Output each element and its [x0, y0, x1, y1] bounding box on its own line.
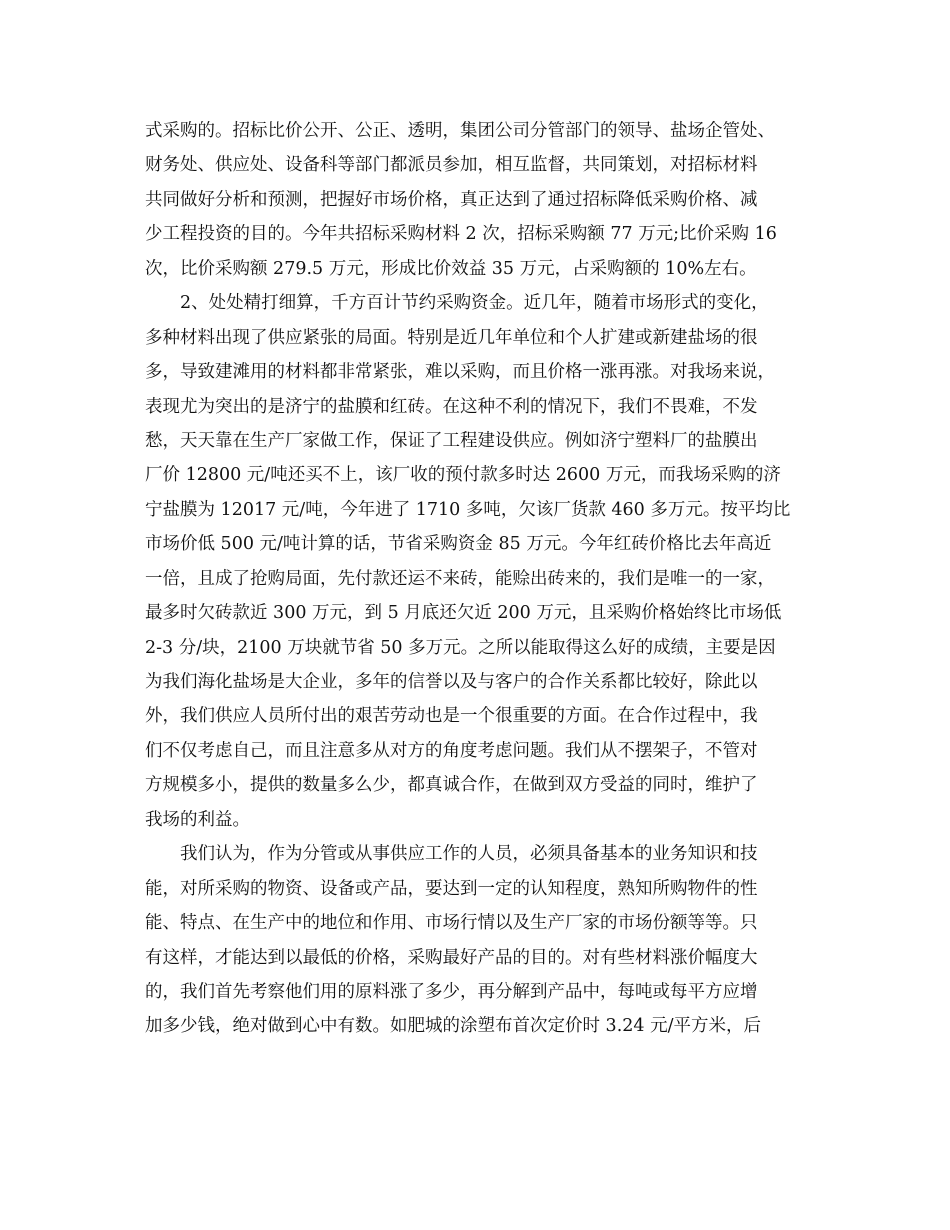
- text-line: 加多少钱，绝对做到心中有数。如肥城的涂塑布首次定价时 3.24 元/平方米，后: [145, 1016, 761, 1037]
- text-line: 方规模多小，提供的数量多么少，都真诚合作，在做到双方受益的同时，维护了: [145, 775, 758, 796]
- text-line: 财务处、供应处、设备科等部门都派员参加，相互监督，共同策划，对招标材料: [145, 155, 758, 176]
- text-line: 的，我们首先考察他们用的原料涨了多少，再分解到产品中，每吨或每平方应增: [145, 981, 758, 1002]
- text-line: 有这样，才能达到以最低的价格，采购最好产品的目的。对有些材料涨价幅度大: [145, 947, 758, 968]
- text-line: 共同做好分析和预测，把握好市场价格，真正达到了通过招标降低采购价格、减: [145, 189, 758, 210]
- text-line: 市场价低 500 元/吨计算的话，节省采购资金 85 万元。今年红砖价格比去年高近: [145, 534, 772, 555]
- body-text: [145, 114, 805, 1044]
- text-line: 2、处处精打细算，千方百计节约采购资金。近几年，随着市场形式的变化，: [145, 293, 769, 314]
- text-line: 次，比价采购额 279.5 万元，形成比价效益 35 万元，占采购额的 10%左右。: [145, 258, 757, 279]
- text-line: 能、特点、在生产中的地位和作用、市场行情以及生产厂家的市场份额等等。只: [145, 913, 758, 934]
- text-line: 一倍，且成了抢购局面，先付款还运不来砖，能赊出砖来的，我们是唯一的一家，: [145, 568, 775, 589]
- text-line: 们不仅考虑自己，而且注意多从对方的角度考虑问题。我们从不摆架子，不管对: [145, 740, 758, 761]
- text-line: 表现尤为突出的是济宁的盐膜和红砖。在这种不利的情况下，我们不畏难，不发: [145, 396, 758, 417]
- text-line: 外，我们供应人员所付出的艰苦劳动也是一个很重要的方面。在合作过程中，我: [145, 706, 758, 727]
- text-line: 能，对所采购的物资、设备或产品，要达到一定的认知程度，熟知所购物件的性: [145, 878, 758, 899]
- text-line: 2-3 分/块，2100 万块就节省 50 多万元。之所以能取得这么好的成绩，主要是因: [145, 637, 776, 658]
- text-line: 少工程投资的目的。今年共招标采购材料 2 次，招标采购额 77 万元;比价采购 16: [145, 224, 777, 245]
- text-line: 厂价 12800 元/吨还买不上，该厂收的预付款多时达 2600 万元，而我场采购的济: [145, 465, 781, 486]
- text-line: 多，导致建滩用的材料都非常紧张，难以采购，而且价格一涨再涨。对我场来说，: [145, 362, 775, 383]
- text-line: 多种材料出现了供应紧张的局面。特别是近几年单位和个人扩建或新建盐场的很: [145, 327, 758, 348]
- text-line: 式采购的。招标比价公开、公正、透明，集团公司分管部门的领导、盐场企管处、: [145, 121, 775, 141]
- text-line: 最多时欠砖款近 300 万元，到 5 月底还欠近 200 万元，且采购价格始终比市场低: [145, 603, 782, 624]
- text-line: 我们认为，作为分管或从事供应工作的人员，必须具备基本的业务知识和技: [145, 844, 758, 865]
- text-line: 宁盐膜为 12017 元/吨，今年进了 1710 多吨，欠该厂货款 460 多万元。按平均比: [145, 499, 791, 520]
- text-line: 我场的利益。: [145, 809, 250, 830]
- text-line: 愁，天天靠在生产厂家做工作，保证了工程建设供应。例如济宁塑料厂的盐膜出: [145, 430, 758, 451]
- text-line: 为我们海化盐场是大企业，多年的信誉以及与客户的合作关系都比较好，除此以: [145, 672, 758, 692]
